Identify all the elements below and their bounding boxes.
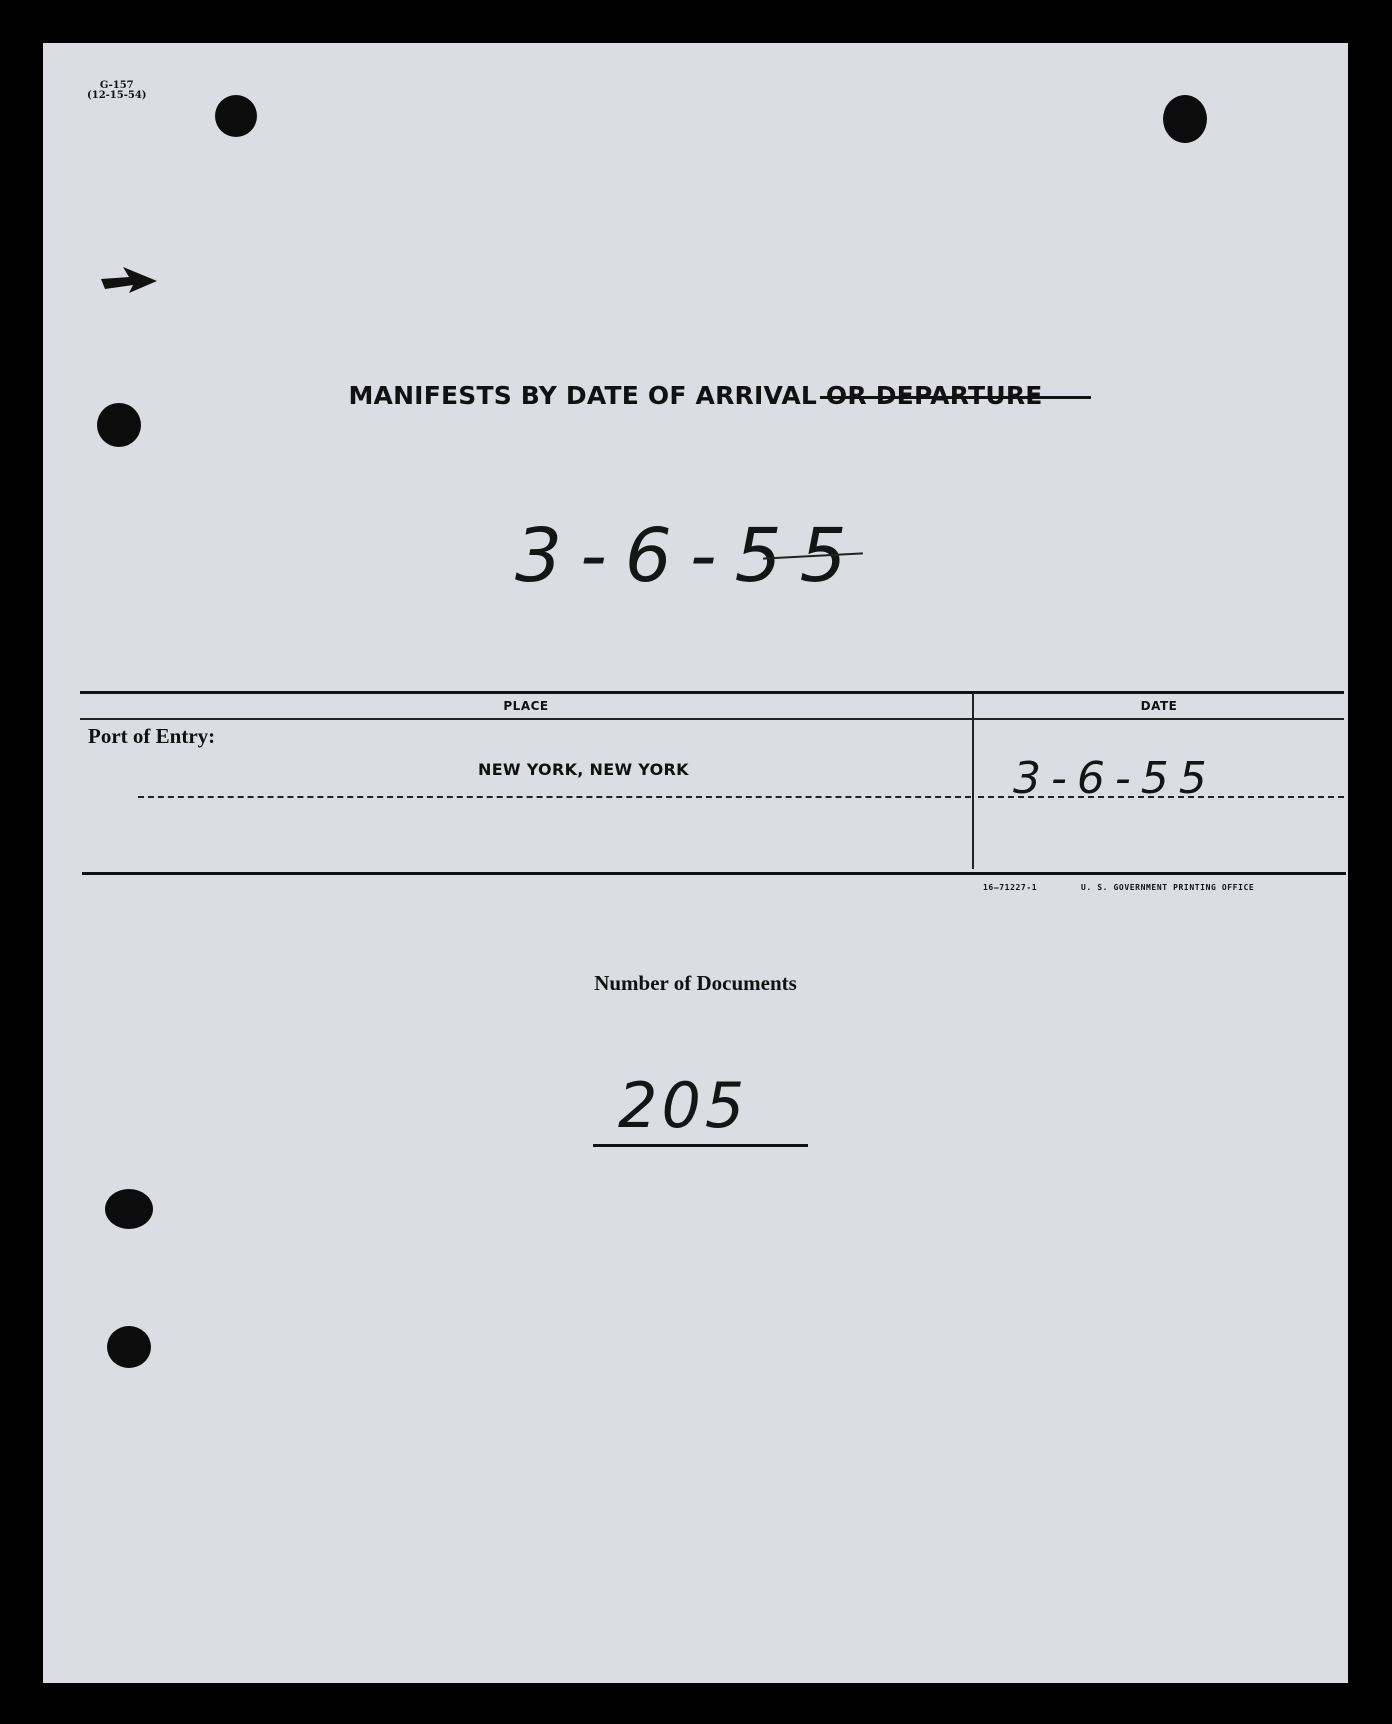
table-column-divider [972, 693, 974, 869]
punch-hole-top-right [1163, 95, 1207, 143]
handwritten-date: 3-6-55 [515, 513, 865, 599]
title-struck-out: OR DEPARTURE [825, 381, 1043, 410]
form-revision: (12-15-54) [87, 90, 147, 101]
port-of-entry-label: Port of Entry: [88, 724, 216, 748]
table-bottom-rule [82, 872, 1346, 875]
arrow-mark-icon [99, 263, 159, 299]
punch-hole-top-left [215, 95, 257, 137]
place-dotted-line [138, 796, 971, 798]
title-main: MANIFESTS BY DATE OF ARRIVAL [348, 381, 818, 410]
form-code [87, 81, 147, 101]
date-header: DATE [1140, 699, 1178, 713]
place-header: PLACE [503, 699, 549, 713]
documents-label: Number of Documents [594, 971, 797, 995]
form-number: G-157 [99, 80, 134, 91]
place-value: NEW YORK, NEW YORK [478, 760, 689, 779]
table-top-rule [80, 691, 1344, 694]
punch-hole-left-lower [105, 1189, 153, 1229]
documents-count: 205 [618, 1069, 749, 1142]
table-header-rule [80, 718, 1344, 720]
page-title [43, 381, 1348, 410]
punch-hole-left-bottom [107, 1326, 151, 1368]
document-page [43, 43, 1348, 1683]
date-value: 3-6-55 [1013, 753, 1217, 804]
imprint-printer: U. S. GOVERNMENT PRINTING OFFICE [1081, 883, 1255, 892]
documents-count-underline [593, 1144, 808, 1147]
imprint-code: 16—71227-1 [983, 883, 1038, 892]
